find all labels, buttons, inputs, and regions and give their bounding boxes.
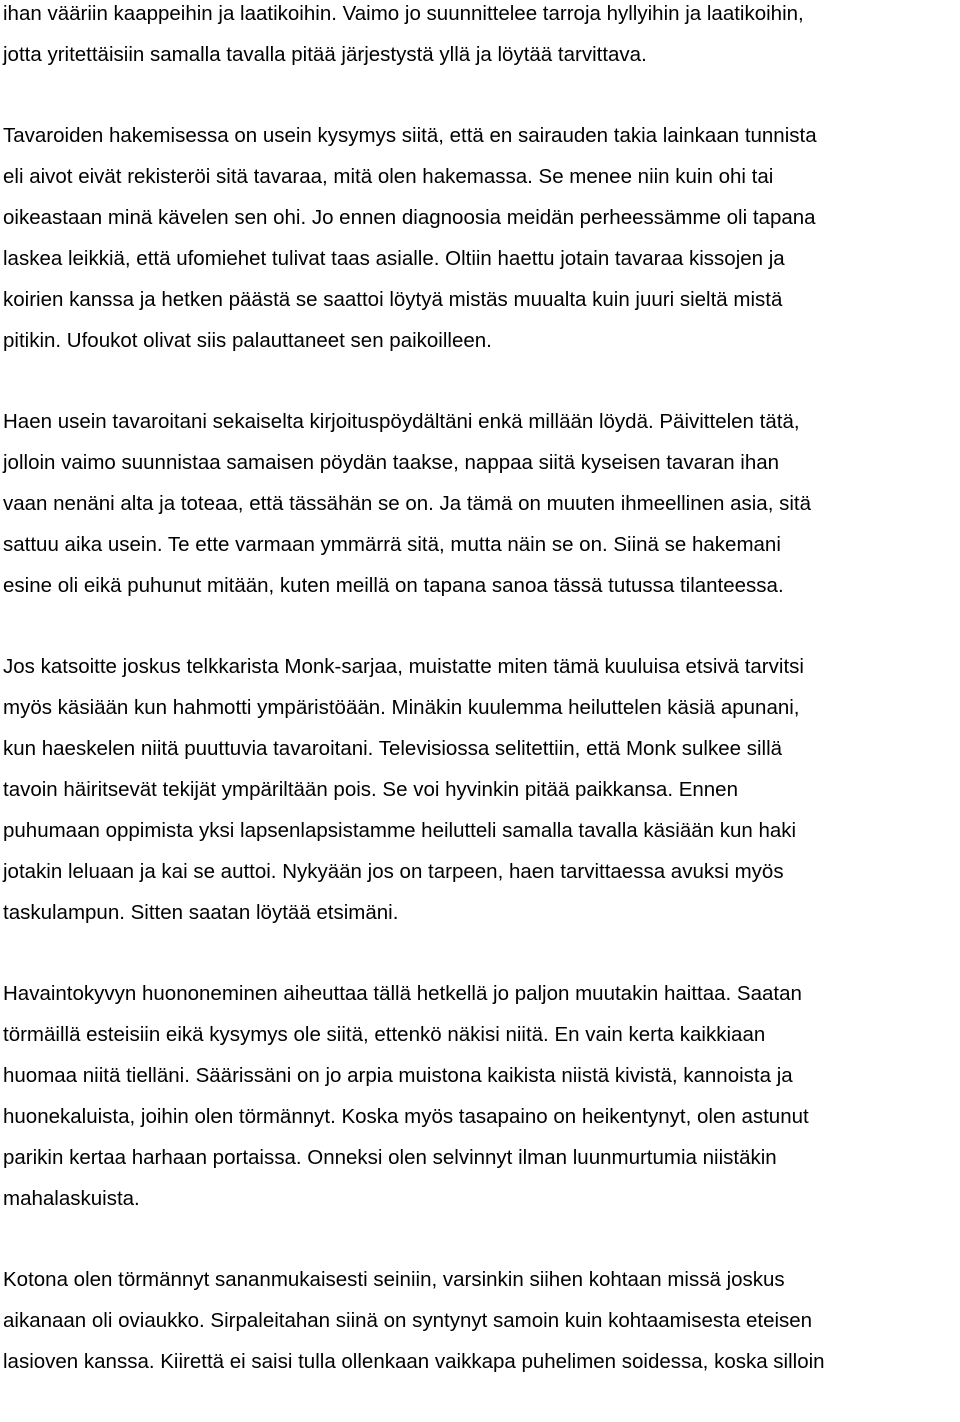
text-line: laskea leikkiä, että ufomiehet tulivat taas asialle. Oltiin haettu jotain tavaraa kissojen ja — [3, 247, 785, 270]
paragraph-1 — [0, 0, 960, 75]
text-line: tavoin häiritsevät tekijät ympäriltään pois. Se voi hyvinkin pitää paikkansa. Ennen — [3, 778, 738, 801]
paragraph-2 — [0, 115, 960, 361]
text-line: Haen usein tavaroitani sekaiselta kirjoituspöydältäni enkä millään löydä. Päivittelen tätä, — [3, 410, 800, 433]
text-line: myös käsiään kun hahmotti ympäristöään. Minäkin kuulemma heiluttelen käsiä apunani, — [3, 696, 800, 719]
text-line: vaan nenäni alta ja toteaa, että tässähän se on. Ja tämä on muuten ihmeellinen asia, sitä — [3, 492, 811, 515]
paragraph-3 — [0, 401, 960, 606]
text-line: Kotona olen törmännyt sananmukaisesti seiniin, varsinkin siihen kohtaan missä joskus — [3, 1268, 785, 1291]
paragraph-5 — [0, 973, 960, 1219]
text-line: jotakin leluaan ja kai se auttoi. Nykyään jos on tarpeen, haen tarvittaessa avuksi myös — [3, 860, 784, 883]
text-line: pitikin. Ufoukot olivat siis palauttaneet sen paikoilleen. — [3, 329, 492, 352]
text-line: Jos katsoitte joskus telkkarista Monk-sarjaa, muistatte miten tämä kuuluisa etsivä tarvitsi — [3, 655, 804, 678]
paragraph-4 — [0, 646, 960, 933]
text-line: sattuu aika usein. Te ette varmaan ymmärrä sitä, mutta näin se on. Siinä se hakemani — [3, 533, 781, 556]
text-line: kun haeskelen niitä puuttuvia tavaroitani. Televisiossa selitettiin, että Monk sulkee sillä — [3, 737, 783, 760]
text-line: ihan vääriin kaappeihin ja laatikoihin. Vaimo jo suunnittelee tarroja hyllyihin ja laatikoihin, — [3, 2, 804, 25]
text-line: Havaintokyvyn huononeminen aiheuttaa tällä hetkellä jo paljon muutakin haittaa. Saatan — [3, 982, 802, 1005]
text-line: lasioven kanssa. Kiirettä ei saisi tulla ollenkaan vaikkapa puhelimen soidessa, koska silloin — [3, 1350, 825, 1373]
text-line: taskulampun. Sitten saatan löytää etsimäni. — [3, 901, 399, 924]
text-line: jolloin vaimo suunnistaa samaisen pöydän taakse, nappaa siitä kyseisen tavaran ihan — [3, 451, 780, 474]
text-line: mahalaskuista. — [3, 1187, 140, 1210]
text-line: huonekaluista, joihin olen törmännyt. Koska myös tasapaino on heikentynyt, olen astunut — [3, 1105, 809, 1128]
text-line: oikeastaan minä kävelen sen ohi. Jo ennen diagnoosia meidän perheessämme oli tapana — [3, 206, 816, 229]
text-line: eli aivot eivät rekisteröi sitä tavaraa, mitä olen hakemassa. Se menee niin kuin ohi tai — [3, 165, 774, 188]
text-line: jotta yritettäisiin samalla tavalla pitää järjestystä yllä ja löytää tarvittava. — [3, 43, 647, 66]
paragraph-6 — [0, 1259, 960, 1382]
text-line: koirien kanssa ja hetken päästä se saattoi löytyä mistäs muualta kuin juuri sieltä mistä — [3, 288, 783, 311]
text-line: Tavaroiden hakemisessa on usein kysymys siitä, että en sairauden takia lainkaan tunnista — [3, 124, 817, 147]
text-line: esine oli eikä puhunut mitään, kuten meillä on tapana sanoa tässä tutussa tilanteessa. — [3, 574, 784, 597]
text-line: puhumaan oppimista yksi lapsenlapsistamme heilutteli samalla tavalla käsiään kun haki — [3, 819, 797, 842]
text-line: törmäillä esteisiin eikä kysymys ole siitä, ettenkö näkisi niitä. En vain kerta kaikkiaan — [3, 1023, 766, 1046]
text-line: aikanaan oli oviaukko. Sirpaleitahan siinä on syntynyt samoin kuin kohtaamisesta eteisen — [3, 1309, 813, 1332]
text-line: parikin kertaa harhaan portaissa. Onneksi olen selvinnyt ilman luunmurtumia niistäkin — [3, 1146, 777, 1169]
text-line: huomaa niitä tielläni. Säärissäni on jo arpia muistona kaikista niistä kivistä, kannoista ja — [3, 1064, 793, 1087]
